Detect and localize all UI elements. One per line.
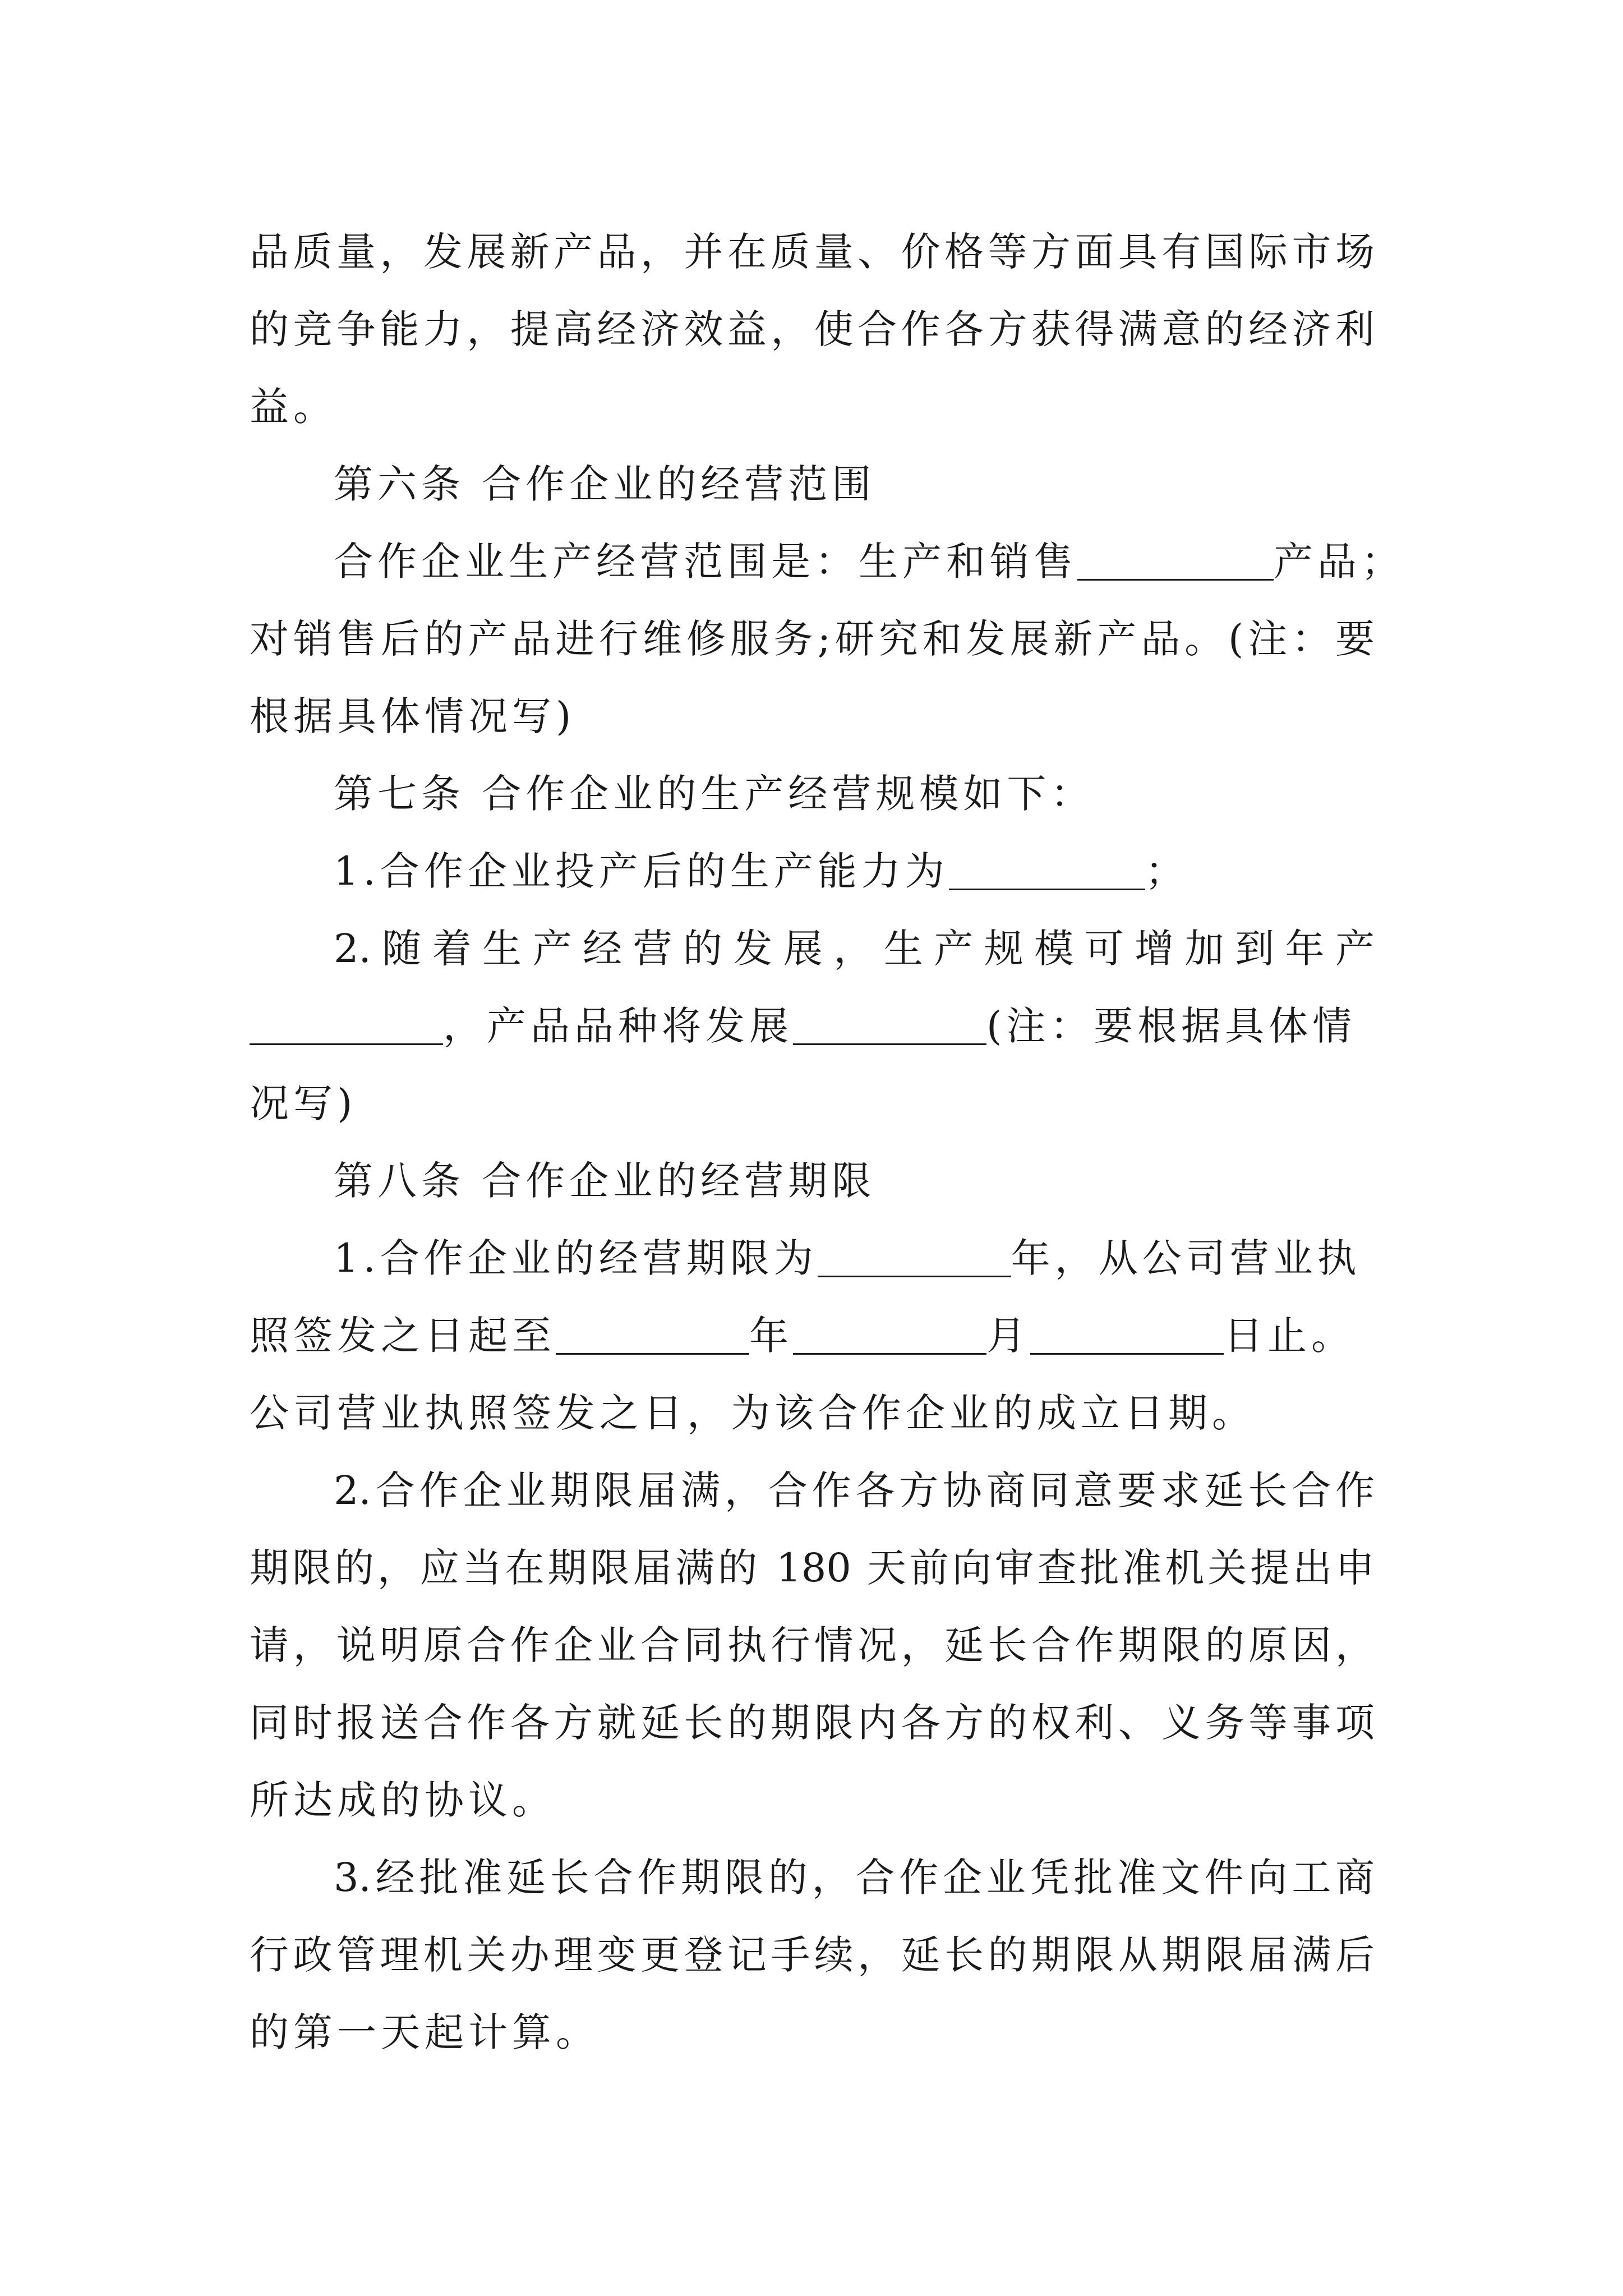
body-line: 况写) <box>250 1080 357 1126</box>
body-line: 2.合作企业期限届满，合作各方协商同意要求延长合作 <box>334 1467 1375 1513</box>
body-line: 的竞争能力，提高经济效益，使合作各方获得满意的经济利 <box>250 306 1375 352</box>
fill-blank <box>793 1004 986 1045</box>
body-line: 对销售后的产品进行维修服务;研究和发展新产品。(注：要 <box>250 616 1375 662</box>
body-line: 所达成的协议。 <box>250 1777 556 1823</box>
line-text: 年，从公司营业执 <box>1011 1235 1361 1281</box>
body-line: 公司营业执照签发之日，为该合作企业的成立日期。 <box>250 1390 1256 1436</box>
article-heading: 第八条 合作企业的经营期限 <box>334 1158 876 1204</box>
body-line: 2.随着生产经营的发展，生产规模可增加到年产 <box>334 926 1375 972</box>
fill-blank <box>949 849 1145 890</box>
line-text: 产品； <box>1274 539 1405 585</box>
line-text: 日止。 <box>1224 1313 1355 1359</box>
body-line: 3.经批准延长合作期限的，合作企业凭批准文件向工商 <box>334 1855 1375 1901</box>
fill-blank <box>818 1236 1011 1277</box>
body-line: 益。 <box>250 384 337 430</box>
line-text: ； <box>1145 848 1189 894</box>
body-line-with-blank <box>250 523 1405 600</box>
body-line-with-blank <box>250 832 1375 910</box>
body-line-with-blank <box>250 1297 1375 1374</box>
body-line: 品质量，发展新产品，并在质量、价格等方面具有国际市场 <box>250 229 1375 275</box>
body-line: 同时报送合作各方就延长的期限内各方的权利、义务等事项 <box>250 1700 1375 1746</box>
line-text: 年 <box>749 1313 793 1359</box>
line-text: 1.合作企业投产后的生产能力为 <box>334 848 949 894</box>
line-text: 合作企业生产经营范围是：生产和销售 <box>334 539 1077 585</box>
document-page <box>250 213 1405 2071</box>
fill-blank <box>793 1314 986 1355</box>
line-text: (注：要根据具体情 <box>986 1003 1357 1049</box>
body-line-with-blank <box>250 987 1375 1065</box>
body-line: 请，说明原合作企业合同执行情况，延长合作期限的原因， <box>250 1622 1375 1668</box>
line-text: 1.合作企业的经营期限为 <box>334 1235 818 1281</box>
fill-blank <box>1030 1314 1224 1355</box>
body-line: 根据具体情况写) <box>250 693 576 739</box>
fill-blank <box>556 1314 749 1355</box>
line-text: 照签发之日起至 <box>250 1313 556 1359</box>
fill-blank <box>250 1004 443 1045</box>
article-heading: 第六条 合作企业的经营范围 <box>334 461 876 507</box>
body-line: 行政管理机关办理变更登记手续，延长的期限从期限届满后 <box>250 1932 1375 1978</box>
fill-blank <box>1077 540 1274 581</box>
body-line: 期限的，应当在期限届满的 180 天前向审查批准机关提出申 <box>250 1545 1375 1591</box>
body-line-with-blank <box>250 1220 1375 1297</box>
body-line: 的第一天起计算。 <box>250 2009 600 2055</box>
line-text: 月 <box>986 1313 1030 1359</box>
article-heading: 第七条 合作企业的生产经营规模如下： <box>334 771 1095 817</box>
line-text: ，产品品种将发展 <box>443 1003 793 1049</box>
